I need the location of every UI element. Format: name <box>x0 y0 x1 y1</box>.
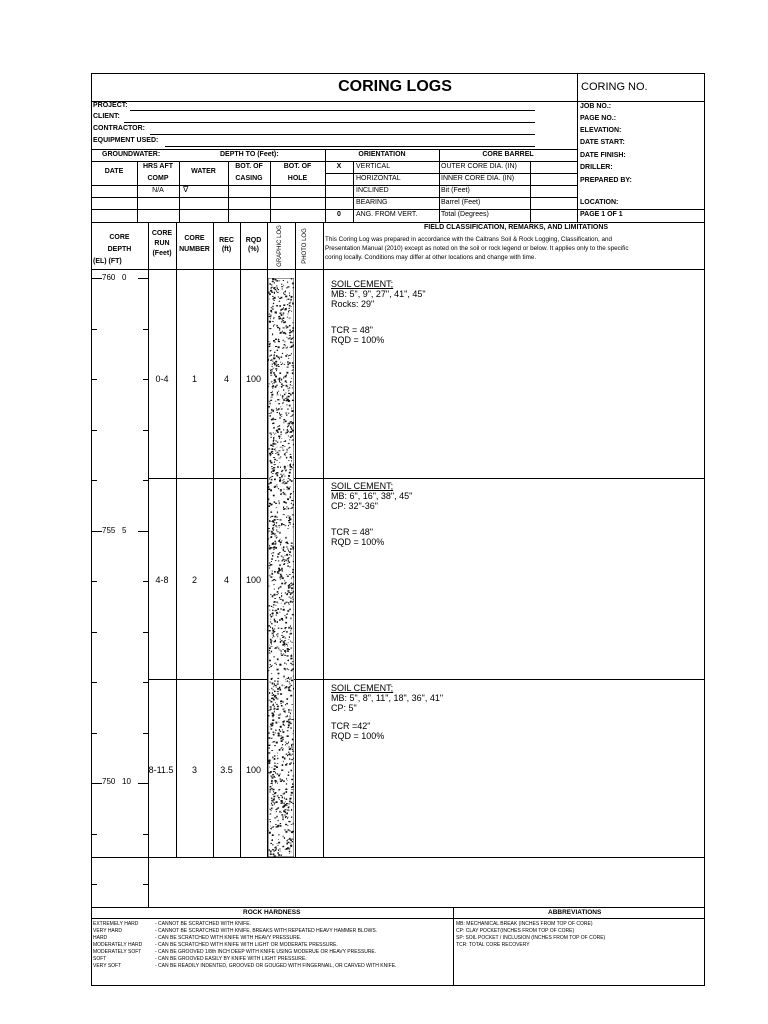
divider <box>91 149 577 150</box>
divider <box>91 185 577 186</box>
col-divider <box>213 222 214 857</box>
remark-tcr: TCR = 48" <box>331 325 373 335</box>
bot-casing-col: BOT. OF <box>235 163 263 170</box>
field-classification-title: FIELD CLASSIFICATION, REMARKS, AND LIMITATIONS <box>424 224 609 231</box>
core-number-header-2: NUMBER <box>179 246 210 253</box>
rqd-units: (%) <box>248 246 259 253</box>
depth-tick <box>143 329 148 330</box>
col-divider <box>295 222 296 857</box>
barrel-feet: Barrel (Feet) <box>441 199 481 206</box>
hardness-term: HARD <box>93 935 108 941</box>
rqd-value: 100 <box>245 765 262 775</box>
hardness-term: VERY HARD <box>93 928 122 934</box>
run-boundary <box>91 857 705 858</box>
depth-tick <box>91 480 97 481</box>
page-no-field: PAGE NO.: <box>580 115 617 122</box>
divider <box>91 209 577 210</box>
rec-value: 4 <box>223 374 229 384</box>
col-divider <box>148 222 149 907</box>
project-field: PROJECT: <box>93 102 128 109</box>
hardness-desc: - CAN BE READILY INDENTED, GROOVED OR GOUGED WITH FINGERNAIL, OR CARVED WITH KNIFE. <box>155 963 397 969</box>
fill-line <box>165 146 535 147</box>
remark-line: CP: 32"-36" <box>331 501 378 511</box>
core-run-header: CORE <box>151 230 173 237</box>
orientation-angle: ANG. FROM VERT. <box>356 211 418 218</box>
abbreviation-row: TCR: TOTAL CORE RECOVERY <box>456 942 530 948</box>
rock-hardness-list <box>93 921 396 970</box>
inner-core-dia: INNER CORE DIA. (IN) <box>441 175 515 182</box>
rock-hardness-title: ROCK HARDNESS <box>243 909 301 916</box>
orientation-bearing: BEARING <box>356 199 388 206</box>
depth-tick <box>91 682 97 683</box>
divider <box>91 918 705 919</box>
core-number-value: 3 <box>191 765 197 775</box>
coring-no-label: CORING NO. <box>581 81 648 93</box>
abbreviation-row: CP: CLAY POCKET(INCHES FROM TOP OF CORE) <box>456 928 575 934</box>
hardness-term: MODERATELY SOFT <box>93 949 142 955</box>
depth-tick <box>91 278 102 279</box>
depth-tick <box>91 430 97 431</box>
depth-tick <box>143 682 148 683</box>
depth-tick <box>91 329 97 330</box>
depth-tick <box>143 480 148 481</box>
depth-tick <box>143 632 148 633</box>
bit-feet: Bit (Feet) <box>441 187 470 194</box>
hardness-row <box>93 942 396 949</box>
hardness-desc: - CAN BE GROOVED 1/8th INCH DEEP WITH KNIFE USING MODERUE OR HEAVY PRESSURE. <box>155 949 377 955</box>
rec-value: 4 <box>223 575 229 585</box>
core-run-value: 4-8 <box>155 575 169 585</box>
date-start-field: DATE START: <box>580 139 625 146</box>
core-number-header: CORE <box>184 235 205 242</box>
bot-hole-col: BOT. OF <box>283 163 312 170</box>
orientation-horizontal: HORIZONTAL <box>356 175 401 182</box>
hardness-row <box>93 956 396 963</box>
field-note-line: coring locally. Conditions may differ at other locations and change with time. <box>325 254 537 261</box>
rqd-header: RQD <box>245 237 262 244</box>
fill-line <box>130 110 535 111</box>
remark-head: SOIL CEMENT; <box>331 279 394 289</box>
remark-rqd: RQD = 100% <box>331 537 385 547</box>
depth-tick <box>143 430 148 431</box>
remarks-run-1 <box>331 279 426 345</box>
abbreviations-list <box>456 921 605 949</box>
remark-rqd: RQD = 100% <box>331 731 385 741</box>
remark-line: Rocks: 29" <box>331 299 375 309</box>
core-run-value: 0-4 <box>155 374 169 384</box>
hardness-term: MODERATELY HARD <box>93 942 143 948</box>
hardness-row <box>93 949 396 956</box>
field-note-line: Presentation Manual (2010) except as noted on the soil or rock legend or below. It applies only to the specific <box>325 245 629 252</box>
remark-head: SOIL CEMENT; <box>331 683 394 693</box>
elevation-field: ELEVATION: <box>580 127 622 134</box>
hardness-divider <box>91 907 705 908</box>
hardness-desc: - CAN BE SCRATCHED WITH KNIFE WITH LIGHT OR MODERATE PRESSURE. <box>155 942 338 948</box>
core-number-value: 2 <box>191 575 197 585</box>
field-note-line: This Coring Log was prepared in accordance with the Caltrans Soil & Rock Logging, Classification, and <box>325 236 613 243</box>
depth-tick <box>91 884 97 885</box>
divider <box>91 101 705 102</box>
orientation-inclined: INCLINED <box>356 187 389 194</box>
rec-units: (ft) <box>221 246 232 253</box>
depth-tick <box>91 632 97 633</box>
equipment-field: EQUIPMENT USED: <box>93 137 159 144</box>
prepared-by-field: PREPARED BY: <box>580 177 632 184</box>
divider <box>91 269 705 270</box>
contractor-field: CONTRACTOR: <box>93 125 145 132</box>
job-no-field: JOB NO.: <box>580 103 612 110</box>
groundwater-title: GROUNDWATER: <box>102 151 161 158</box>
outer-core-dia: OUTER CORE DIA. (IN) <box>441 163 517 170</box>
depth-tick <box>138 278 148 279</box>
remark-tcr: TCR =42" <box>331 721 371 731</box>
rec-value: 3.5 <box>220 765 233 775</box>
remark-line: MB: 5", 8", 11", 18", 36", 41" <box>331 693 444 703</box>
hardness-desc: - CANNOT BE SCRATCHED WITH KNIFE. <box>155 921 251 927</box>
run-boundary <box>148 478 705 479</box>
date-finish-field: DATE FINISH: <box>580 152 626 159</box>
depth-tick <box>143 834 148 835</box>
core-depth-header-2: DEPTH <box>107 246 132 253</box>
remark-rqd: RQD = 100% <box>331 335 385 345</box>
hardness-row <box>93 928 396 935</box>
graphic-log-header: GRAPHIC LOG <box>277 225 283 267</box>
divider <box>577 73 578 101</box>
hardness-desc: - CANNOT BE SCRATCHED WITH KNIFE. BREAKS WITH REPEATED HEAVY HAMMER BLOWS. <box>155 928 378 934</box>
hardness-row <box>93 935 396 942</box>
divider <box>530 161 531 222</box>
depth-tick <box>91 733 97 734</box>
abbreviation-row: MB: MECHANICAL BREAK (INCHES FROM TOP OF CORE) <box>456 921 593 927</box>
core-run-value: 8-11.5 <box>148 765 174 775</box>
fill-line <box>150 134 535 135</box>
driller-field: DRILLER: <box>580 164 613 171</box>
water-col: WATER <box>191 168 216 175</box>
remark-line: CP: 5" <box>331 703 357 713</box>
fill-line <box>124 122 535 123</box>
remarks-run-2 <box>331 481 412 547</box>
divider <box>577 209 705 210</box>
depth-tick <box>91 531 102 532</box>
water-level-icon: ∇ <box>183 185 189 194</box>
depth-tick <box>138 531 148 532</box>
client-field: CLIENT: <box>93 113 120 120</box>
orientation-title: ORIENTATION <box>358 151 406 158</box>
depth-label: 750 10 <box>102 777 131 786</box>
remark-line: MB: 6", 16", 38", 45" <box>331 491 413 501</box>
graphic-log-pattern <box>268 278 294 857</box>
hardness-term: SOFT <box>93 956 107 962</box>
abbreviations-title: ABBREVIATIONS <box>548 909 602 916</box>
core-run-units: (Feet) <box>152 250 172 257</box>
depth-to-label: DEPTH TO (Feet): <box>220 151 279 158</box>
rec-header: REC <box>219 237 234 244</box>
divider <box>91 197 577 198</box>
col-divider <box>323 222 324 857</box>
remarks-run-3 <box>331 683 443 741</box>
divider <box>453 907 454 986</box>
hardness-desc: - CAN BE SCRATCHED WITH KNIFE WITH HEAVY PRESSURE. <box>155 935 302 941</box>
col-divider <box>176 222 177 857</box>
divider <box>91 161 577 162</box>
hardness-row <box>93 963 396 970</box>
core-depth-header: CORE <box>109 234 130 241</box>
depth-tick <box>91 379 97 380</box>
hardness-term: VERY SOFT <box>93 963 122 969</box>
orientation-x: X <box>336 163 342 170</box>
comp-col: COMP <box>147 175 169 182</box>
page-title: CORING LOGS <box>338 78 452 95</box>
divider <box>439 149 440 222</box>
divider <box>91 222 705 223</box>
divider <box>577 101 578 222</box>
depth-tick <box>91 783 102 784</box>
run-boundary <box>148 679 705 680</box>
depth-tick <box>91 834 97 835</box>
orientation-zero: 0 <box>337 211 341 218</box>
depth-tick <box>143 733 148 734</box>
depth-tick <box>138 783 148 784</box>
core-number-value: 1 <box>191 374 197 384</box>
photo-log-header: PHOTO LOG <box>302 228 308 264</box>
rqd-value: 100 <box>245 374 262 384</box>
rqd-value: 100 <box>245 575 262 585</box>
depth-label: 760 0 <box>102 273 127 282</box>
col-divider <box>240 222 241 857</box>
core-run-header-2: RUN <box>154 240 170 247</box>
location-field: LOCATION: <box>580 199 619 206</box>
remark-head: SOIL CEMENT; <box>331 481 394 491</box>
depth-tick <box>143 884 148 885</box>
date-col: DATE <box>104 168 124 175</box>
depth-tick <box>91 581 97 582</box>
abbreviation-row: SP: SOIL POCKET / INCLUSION (INCHES FROM TOP OF CORE) <box>456 935 606 941</box>
core-barrel-title: CORE BARREL <box>482 151 534 158</box>
divider <box>353 161 354 222</box>
depth-label: 755 5 <box>102 526 127 535</box>
total-degrees: Total (Degrees) <box>441 211 489 218</box>
orientation-vertical: VERTICAL <box>356 163 391 170</box>
casing-col: CASING <box>235 175 263 182</box>
core-depth-units: (EL) (FT) <box>93 258 122 265</box>
hardness-desc: - CAN BE GROOVED EASILY BY KNIFE WITH LIGHT PRESSURE. <box>155 956 307 962</box>
hardness-row <box>93 921 396 928</box>
divider <box>325 173 577 174</box>
hole-col: HOLE <box>287 175 308 182</box>
hrs-aft-col: HRS AFT <box>142 163 174 170</box>
hardness-term: EXTREMELY HARD <box>93 921 139 927</box>
na-value: N/A <box>152 187 164 194</box>
remark-tcr: TCR = 48" <box>331 527 373 537</box>
remark-line: MB: 5", 9", 27", 41", 45" <box>331 289 426 299</box>
page-of-field: PAGE 1 OF 1 <box>580 211 623 218</box>
